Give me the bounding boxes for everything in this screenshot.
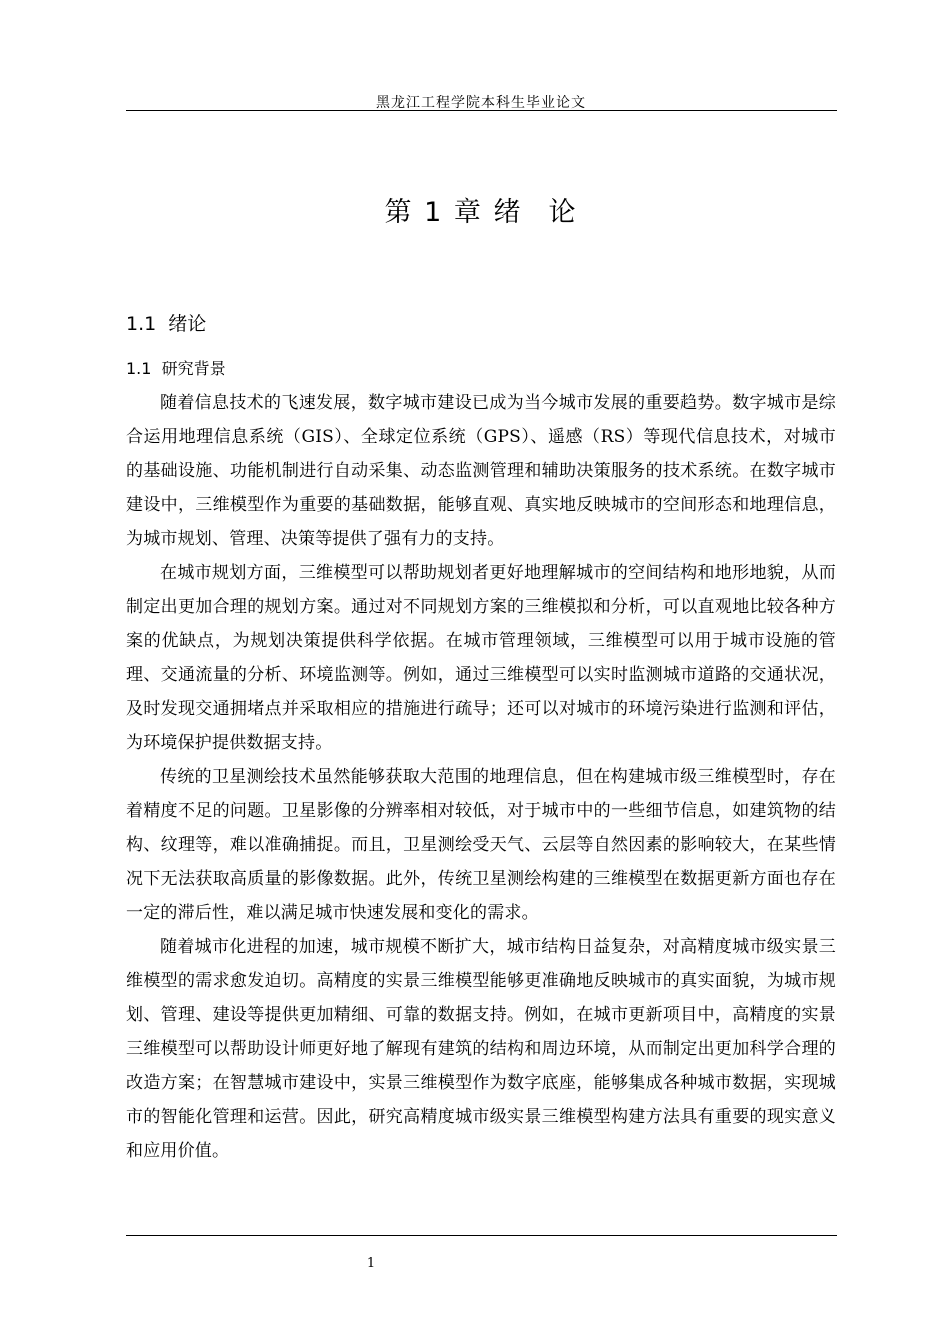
body-text <box>126 386 836 1168</box>
subsection-heading: 1.1 研究背景 <box>126 359 226 378</box>
footer-divider <box>126 1235 837 1236</box>
section-heading: 1.1 绪论 <box>126 313 207 335</box>
chapter-title-part1: 绪 <box>493 197 523 228</box>
page-number: 1 <box>366 1256 376 1271</box>
paragraph: 传统的卫星测绘技术虽然能够获取大范围的地理信息，但在构建城市级三维模型时，存在着精度不足的问题。卫星影像的分辨率相对较低，对于城市中的一些细节信息，如建筑物的结构、纹理等，难以准确捕捉。而且，卫星测绘受天气、云层等自然因素的影响较大，在某些情况下无法获取高质量的影像数据。此外，传统卫星测绘构建的三维模型在数据更新方面也存在一定的滞后性，难以满足城市快速发展和变化的需求。 <box>126 767 836 923</box>
paragraph: 随着信息技术的飞速发展，数字城市建设已成为当今城市发展的重要趋势。数字城市是综合运用地理信息系统（GIS）、全球定位系统（GPS）、遥感（RS）等现代信息技术，对城市的基础设施、功能机制进行自动采集、动态监测管理和辅助决策服务的技术系统。在数字城市建设中，三维模型作为重要的基础数据，能够直观、真实地反映城市的空间形态和地理信息，为城市规划、管理、决策等提供了强有力的支持。 <box>126 393 836 549</box>
header-divider <box>126 110 837 111</box>
chapter-title-part2: 论 <box>548 197 578 228</box>
chapter-title <box>126 190 836 229</box>
paragraph: 在城市规划方面，三维模型可以帮助规划者更好地理解城市的空间结构和地形地貌，从而制定出更加合理的规划方案。通过对不同规划方案的三维模拟和分析，可以直观地比较各种方案的优缺点，为规划决策提供科学依据。在城市管理领域，三维模型可以用于城市设施的管理、交通流量的分析、环境监测等。例如，通过三维模型可以实时监测城市道路的交通状况，及时发现交通拥堵点并采取相应的措施进行疏导；还可以对城市的环境污染进行监测和评估，为环境保护提供数据支持。 <box>126 563 836 753</box>
paragraph: 随着城市化进程的加速，城市规模不断扩大，城市结构日益复杂，对高精度城市级实景三维模型的需求愈发迫切。高精度的实景三维模型能够更准确地反映城市的真实面貌，为城市规划、管理、建设等提供更加精细、可靠的数据支持。例如，在城市更新项目中，高精度的实景三维模型可以帮助设计师更好地了解现有建筑的结构和周边环境，从而制定出更加科学合理的改造方案；在智慧城市建设中，实景三维模型作为数字底座，能够集成各种城市数据，实现城市的智能化管理和运营。因此，研究高精度城市级实景三维模型构建方法具有重要的现实意义和应用价值。 <box>126 937 836 1161</box>
running-header: 黑龙江工程学院本科生毕业论文 <box>376 95 586 111</box>
chapter-number: 第 1 章 <box>384 197 483 228</box>
